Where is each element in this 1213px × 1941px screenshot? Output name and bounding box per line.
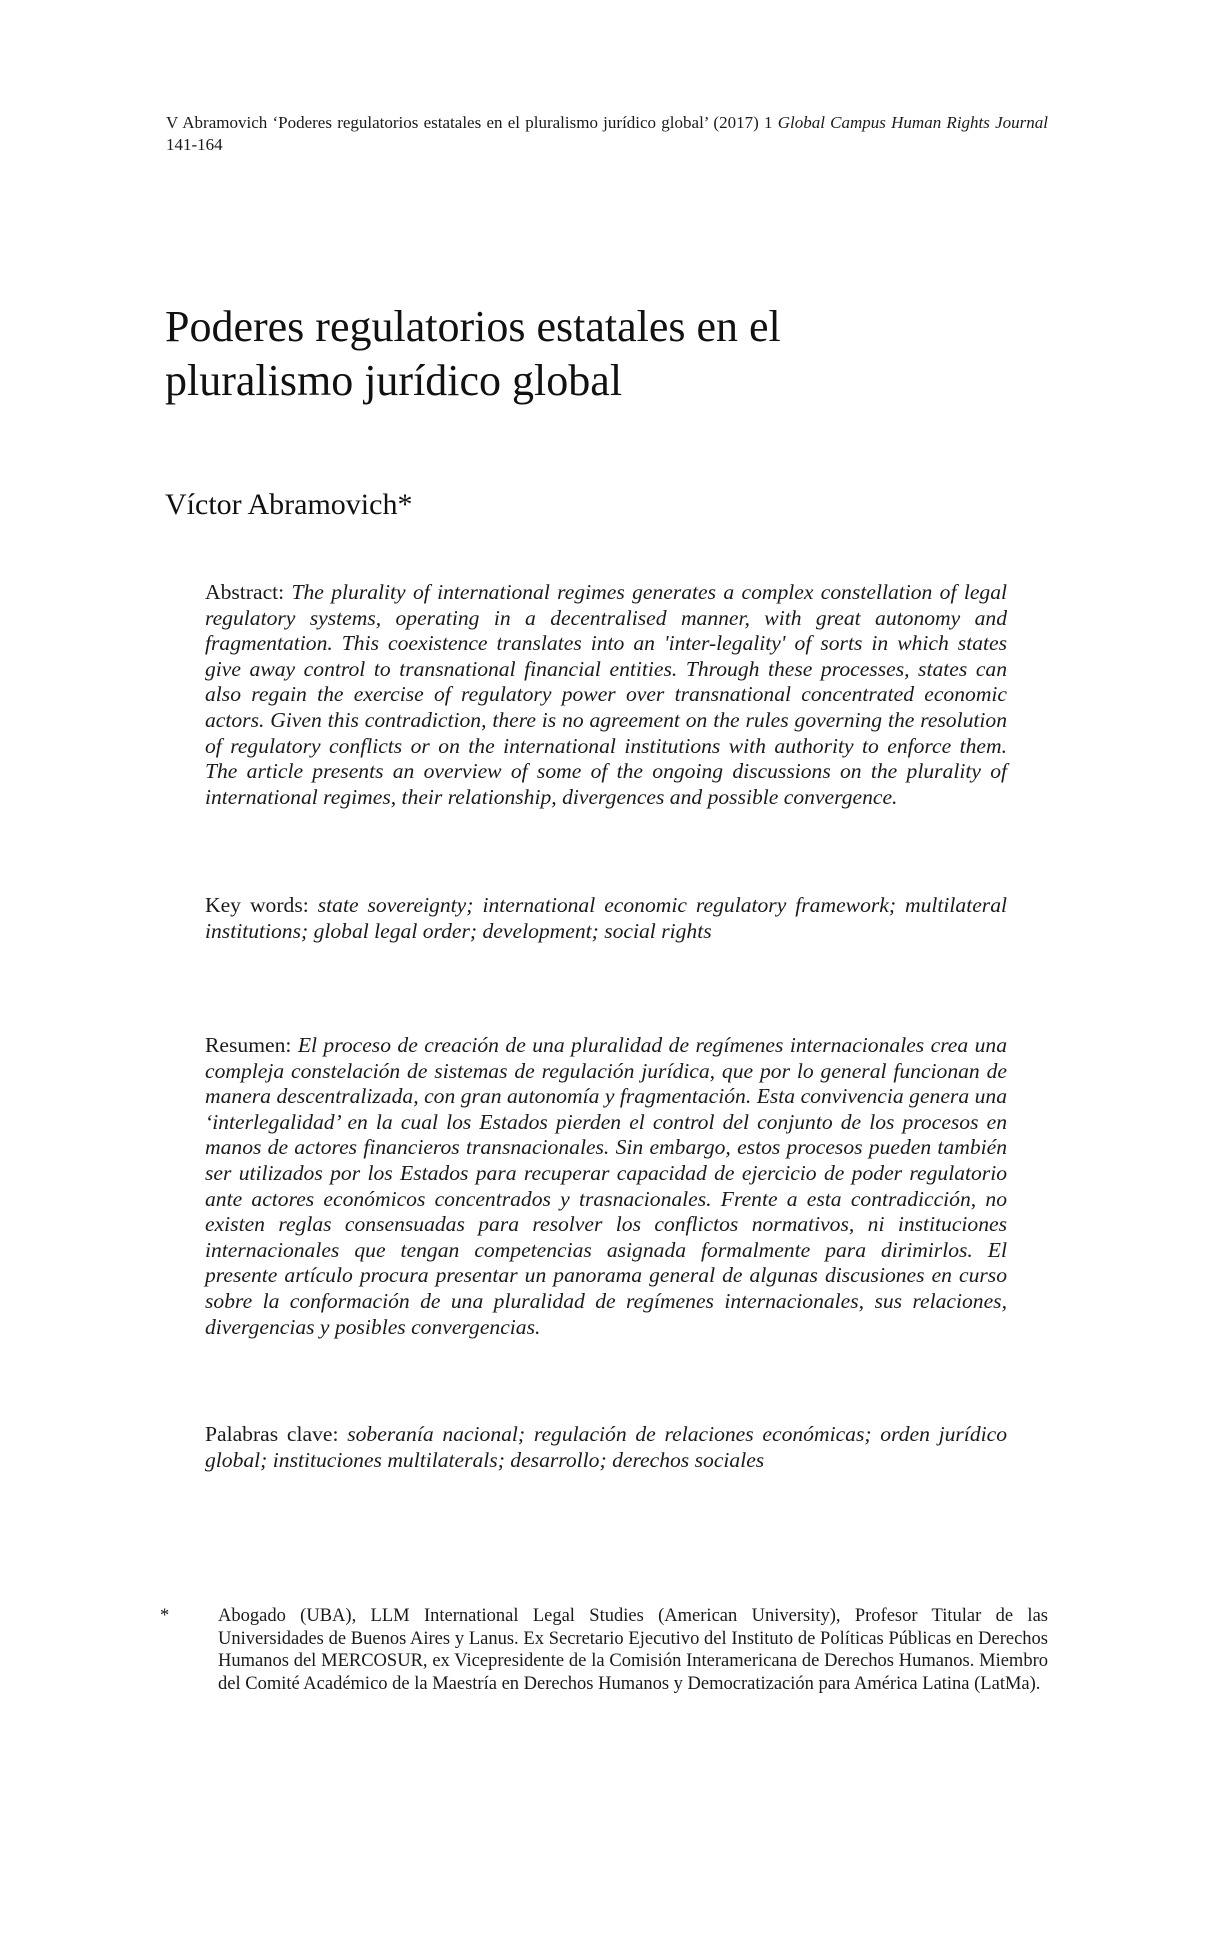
article-author: Víctor Abramovich* [165,488,413,521]
journal-name: Global Campus Human Rights Journal [777,113,1048,132]
palabras-clave-text: soberanía nacional; regulación de relaciones económicas; orden jurídico global; instituciones multilaterals; desarrollo; derechos sociales [205,1422,1008,1472]
abstract-label: Abstract: [205,580,285,604]
resumen-text: El proceso de creación de una pluralidad de regímenes internacionales crea una compleja constelación de sistemas de regulación jurídica, que por lo general funcionan de manera descentralizada, con gran autonomía y fragmentación. Esta convivencia genera una ‘interlegalidad’ en la cual los Estados pierden el control del conjunto de los procesos en manos de actores financieros transnacionales. Sin embargo, estos procesos pueden también ser utilizados por los Estados para recuperar capacidad de ejercicio de poder regulatorio ante actores económicos concentrados y trasnacionales. Frente a esta contradicción, no existen reglas consensuadas para resolver los conflictos normativos, ni instituciones internacionales que tengan competencias asignada formalmente para dirimirlos. El presente artículo procura presentar un panorama general de algunas discusiones en curso sobre la conformación de una pluralidad de regímenes internacionales, sus relaciones, divergencias y posibles convergencias. [205,1033,1007,1339]
citation-main: V Abramovich ‘Poderes regulatorios estatales en el pluralismo jurídico global’ (2017) 1 [166,113,778,132]
footnote-marker: * [160,1606,170,1626]
footnote-text: Abogado (UBA), LLM International Legal Studies (American University), Profesor Titular de las Universidades de Buenos Aires y Lanus. Ex Secretario Ejecutivo del Instituto de Políticas Públicas en Derechos Humanos del MERCOSUR, ex Vicepresidente de la Comisión Interamericana de Derechos Humanos. Miembro del Comité Académico de la Maestría en Derechos Humanos y Democratización para América Latina (LatMa). [218,1606,1048,1694]
author-footnote [160,1605,1048,1695]
citation-pages: 141-164 [166,135,223,154]
article-title: Poderes regulatorios estatales en el pluralismo jurídico global [165,302,781,405]
resumen-label: Resumen: [205,1033,292,1057]
keywords-text: state sovereignty; international economic regulatory framework; multilateral institutions; global legal order; development; social rights [205,893,1007,943]
keywords-label: Key words: [205,893,309,917]
citation-header [166,112,1048,156]
palabras-clave-section [205,1422,1007,1473]
keywords-section [205,893,1007,944]
palabras-clave-label: Palabras clave [205,1422,333,1446]
abstract-text: The plurality of international regimes generates a complex constellation of legal regulatory systems, operating in a decentralised manner, with great autonomy and fragmentation. This coexistence translates into an 'inter-legality' of sorts in which states give away control to transnational financial entities. Through these processes, states can also regain the exercise of regulatory power over transnational concentrated economic actors. Given this contradiction, there is no agreement on the rules governing the resolution of regulatory conflicts or on the international institutions with authority to enforce them. The article presents an overview of some of the ongoing discussions on the plurality of international regimes, their relationship, divergences and possible convergence. [205,580,1007,809]
abstract-section [205,580,1007,810]
resumen-section [205,1033,1007,1340]
palabras-clave-colon: : [332,1422,339,1446]
